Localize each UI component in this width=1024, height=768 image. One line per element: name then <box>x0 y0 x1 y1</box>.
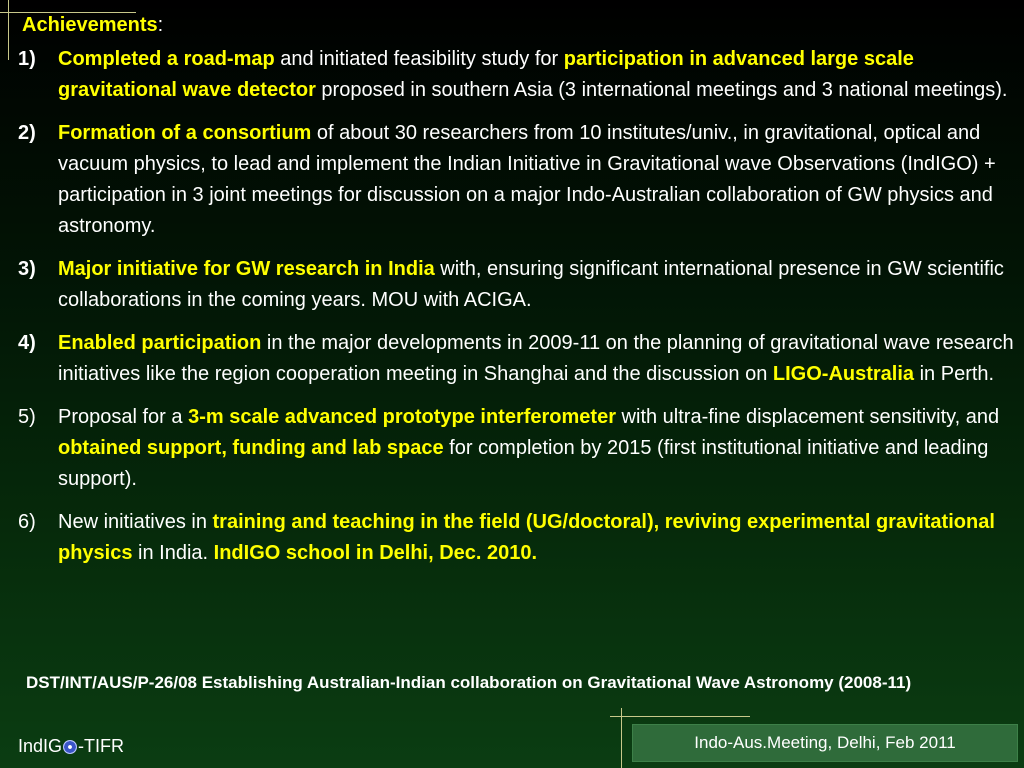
highlighted-text: 3-m scale advanced prototype interferometer <box>188 406 616 428</box>
heading-colon: : <box>157 14 164 36</box>
item-text: in the major developments in 2009-11 on the planning of gravitational wave research initiatives like the region cooperation meeting in Shanghai and the discussion on <box>58 332 1014 385</box>
item-text: with, ensuring significant international presence in GW scientific collaborations in the coming years. MOU with ACIGA. <box>58 258 1004 311</box>
item-text: proposed in southern Asia (3 international meetings and 3 national meetings). <box>315 79 1008 101</box>
highlighted-text: IndIGO school in Delhi, Dec. 2010. <box>213 542 538 564</box>
item-text: in Perth. <box>914 363 995 385</box>
item-text: for completion by 2015 (first institutional initiative and leading support). <box>58 437 989 490</box>
corner-line-vertical-bottom <box>621 708 622 768</box>
item-text: with ultra-fine displacement sensitivity, and <box>616 406 1000 428</box>
item-number: 1) <box>18 48 36 70</box>
item-text: of about 30 researchers from 10 institutes/univ., in gravitational, optical and vacuum physics, to lead and implement the Indian Initiative in Gravitational wave Observations (IndIGO) + participation in 3 joint meetings for discussion on a major Indo-Australian collaboration of GW physics and astronomy. <box>58 122 996 237</box>
brand-label <box>18 736 124 757</box>
indigo-logo-icon <box>63 740 77 754</box>
item-number: 4) <box>18 332 36 354</box>
highlighted-text: LIGO-Australia <box>772 363 915 385</box>
item-number: 2) <box>18 122 36 144</box>
achievement-item <box>16 254 1018 316</box>
achievement-item <box>16 328 1018 390</box>
slide-heading <box>22 12 163 38</box>
item-number: 3) <box>18 258 36 280</box>
corner-line-horizontal-bottom <box>610 716 750 717</box>
item-text: Proposal for a <box>58 406 189 428</box>
event-label: Indo-Aus.Meeting, Delhi, Feb 2011 <box>632 724 1018 762</box>
highlighted-text: Major initiative for GW research in India <box>58 258 435 280</box>
highlighted-text: participation in advanced large scale gravitational wave detector <box>58 48 914 101</box>
heading-title: Achievements <box>22 14 158 36</box>
highlighted-text: Enabled participation <box>58 332 262 354</box>
item-number: 6) <box>18 511 36 533</box>
brand-suffix: -TIFR <box>78 736 125 756</box>
item-text: and initiated feasibility study for <box>274 48 564 70</box>
highlighted-text: training and teaching in the field (UG/doctoral), reviving experimental gravitational physics <box>58 511 995 564</box>
highlighted-text: Completed a road-map <box>58 48 275 70</box>
achievement-item <box>16 402 1018 495</box>
corner-line-vertical-top <box>8 0 9 60</box>
highlighted-text: Formation of a consortium <box>58 122 312 144</box>
achievement-item <box>16 507 1018 569</box>
achievement-list <box>16 44 1018 581</box>
highlighted-text: obtained support, funding and lab space <box>58 437 444 459</box>
item-text: in India. <box>132 542 214 564</box>
brand-prefix: IndIG <box>18 736 63 756</box>
achievement-item <box>16 44 1018 106</box>
item-text: New initiatives in <box>58 511 213 533</box>
achievement-item <box>16 118 1018 242</box>
item-number: 5) <box>18 406 36 428</box>
grant-reference-note: DST/INT/AUS/P-26/08 Establishing Australian-Indian collaboration on Gravitational Wave Astronomy (2008-11) <box>26 673 912 692</box>
